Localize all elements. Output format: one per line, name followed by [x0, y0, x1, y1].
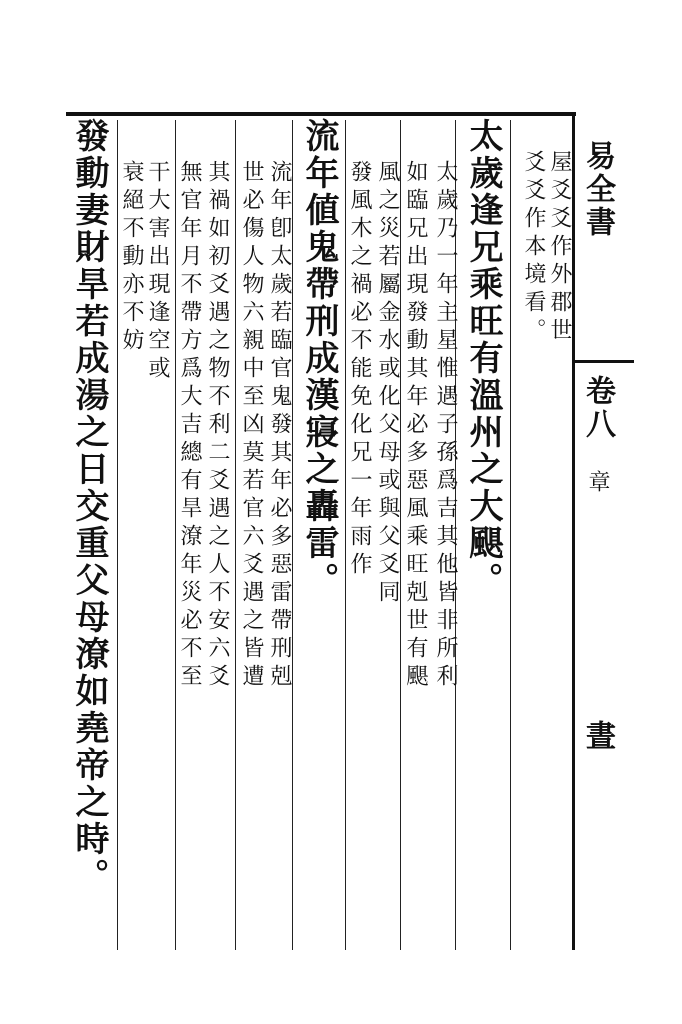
- heading-column-liunian: 流年値鬼帶刑成漢寢之轟雷。: [299, 118, 339, 599]
- top-border-rule: [66, 112, 576, 116]
- margin-divider: [574, 360, 634, 363]
- text-column-2: 屋爻爻作外郡世: [547, 150, 572, 346]
- heading-column-taisui: 太歲逢兄乘旺有溫州之大颶。: [463, 118, 503, 599]
- column-divider: [117, 120, 118, 950]
- page-number: 晝: [580, 720, 615, 753]
- column-divider: [235, 120, 236, 950]
- column-divider: [292, 120, 293, 950]
- text-column-1: 爻爻作本境看。: [521, 150, 546, 346]
- text-column-14: 衰絕不動亦不妨: [119, 160, 144, 356]
- text-column-5: 如臨兄出現發動其年必多惡風乘旺剋世有颶: [403, 160, 428, 692]
- column-divider: [510, 120, 511, 950]
- book-title: 易全書: [580, 140, 615, 239]
- text-column-11: 其禍如初爻遇之物不利二爻遇之人不安六爻: [205, 160, 230, 692]
- text-column-12: 無官年月不帶方爲大吉總有旱潦年災必不至: [177, 160, 202, 692]
- center-fold-rule: [572, 112, 575, 950]
- section-label: 章: [585, 470, 610, 495]
- column-divider: [400, 120, 401, 950]
- text-column-4: 太歲乃一年主星惟遇子孫爲吉其他皆非所利: [433, 160, 458, 692]
- column-divider: [345, 120, 346, 950]
- text-column-10: 世必傷人物六親中至凶莫若官六爻遇之皆遭: [239, 160, 264, 692]
- text-column-6: 風之災若屬金水或化父母或與父爻同: [375, 160, 400, 608]
- text-column-7: 發風木之禍必不能免化兄一年雨作: [347, 160, 372, 580]
- text-column-9: 流年卽太歲若臨官鬼發其年必多惡雷帶刑剋: [267, 160, 292, 692]
- heading-column-fadong: 發動妻財旱若成湯之日交重父母潦如堯帝之時。: [69, 118, 109, 895]
- column-divider: [175, 120, 176, 950]
- text-column-13: 干大害出現逢空或: [145, 160, 170, 384]
- volume-label: 卷八: [580, 375, 615, 441]
